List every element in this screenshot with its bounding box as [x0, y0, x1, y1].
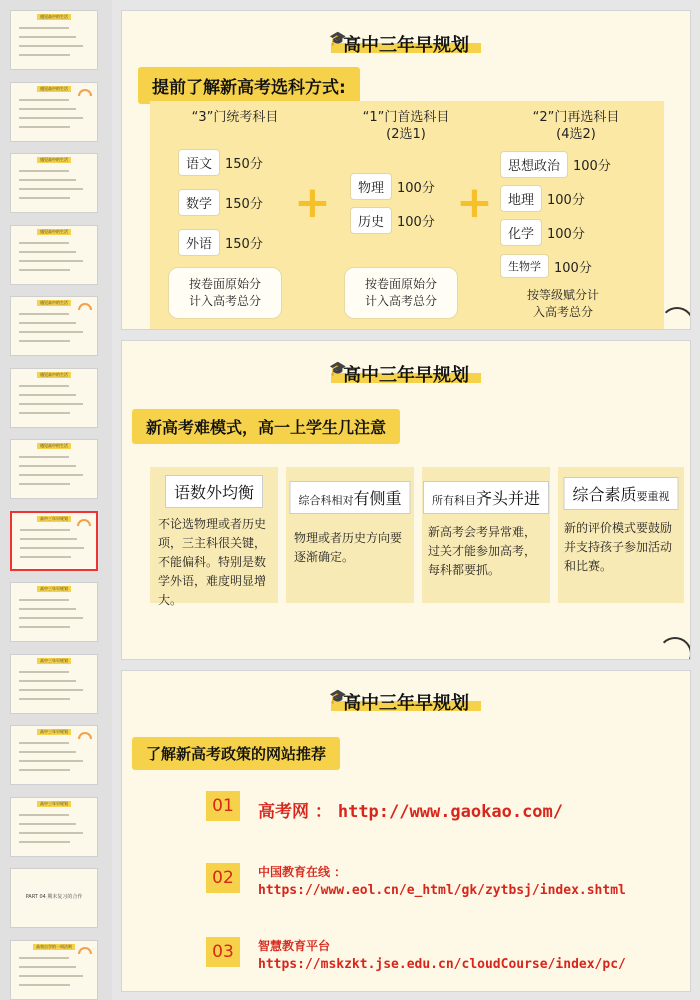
slide-2[interactable]: [121, 340, 691, 660]
subject-name: 物理: [350, 173, 392, 200]
thumbnail-title: 遇见高中的生活: [37, 14, 71, 20]
thumbnail-title: PART 04 期末复习的合作: [25, 894, 83, 900]
slide-thumbnail[interactable]: [10, 296, 98, 356]
thumbnail-line: [19, 170, 69, 172]
thumbnail-line: [19, 751, 76, 753]
slide-title: 高中三年早规划: [343, 365, 469, 386]
thumbnail-line: [19, 45, 83, 47]
thumbnail-line: [19, 599, 69, 601]
subject-score: 100分: [392, 208, 440, 233]
item-number: 01: [206, 791, 240, 821]
scoring-note: 按卷面原始分 计入高考总分: [168, 267, 282, 319]
thumbnail-title: 高效自学的一周法则: [33, 944, 75, 950]
subject-row: [500, 151, 616, 177]
thumbnail-title: 遇见高中的生活: [37, 157, 71, 163]
thumbnail-title: 高中三年早规划: [37, 516, 71, 522]
subject-score: 100分: [549, 254, 597, 279]
subject-score: 150分: [220, 150, 268, 175]
site-link[interactable]: 高考网 ： http://www.gaokao.com/: [258, 802, 564, 822]
slide-thumbnail[interactable]: [10, 940, 98, 1000]
thumbnail-line: [19, 966, 76, 968]
thumbnail-line: [19, 188, 83, 190]
thumbnail-line: [19, 412, 70, 414]
subject-name: 化学: [500, 219, 542, 246]
tip-card: [422, 467, 550, 603]
thumbnail-line: [19, 313, 69, 315]
subject-name: 数学: [178, 189, 220, 216]
subject-score: 100分: [392, 174, 440, 199]
subject-name: 思想政治: [500, 151, 568, 178]
subject-name: 语文: [178, 149, 220, 176]
subject-row: [350, 173, 440, 199]
slide-thumbnail[interactable]: [10, 153, 98, 213]
thumbnail-line: [19, 626, 70, 628]
thumbnail-line: [19, 260, 83, 262]
thumbnail-line: [19, 483, 70, 485]
site-name: 智慧教育平台: [258, 939, 331, 953]
thumbnail-line: [19, 403, 83, 405]
site-url-link[interactable]: https://mskzkt.jse.edu.cn/cloudCourse/index/pc/: [258, 957, 626, 972]
thumbnail-line: [19, 957, 69, 959]
slide-thumbnail[interactable]: [10, 725, 98, 785]
plus-sign: +: [294, 177, 331, 228]
thumbnail-line: [19, 617, 83, 619]
subject-score: 100分: [542, 220, 590, 245]
slide-thumbnail[interactable]: [10, 654, 98, 714]
thumbnail-line: [19, 251, 76, 253]
thumbnail-line: [19, 322, 76, 324]
subject-score: 100分: [542, 186, 590, 211]
thumbnail-line: [19, 841, 70, 843]
thumbnail-title: 遇见高中的生活: [37, 86, 71, 92]
decorative-curve: [658, 637, 691, 660]
slide-thumbnail[interactable]: [10, 582, 98, 642]
thumbnail-title: 遇见高中的生活: [37, 229, 71, 235]
group-title: “2”门再选科目 (4选2): [532, 110, 620, 142]
item-number: 03: [206, 937, 240, 967]
rainbow-icon: [78, 303, 92, 310]
thumbnail-line: [19, 608, 76, 610]
thumbnail-line: [19, 126, 70, 128]
thumbnail-line: [19, 769, 70, 771]
subject-name: 生物学: [500, 254, 549, 278]
slide-thumbnail[interactable]: [10, 225, 98, 285]
subject-score: 100分: [568, 152, 616, 177]
thumbnail-title: 高中三年早规划: [37, 658, 71, 664]
thumbnail-line: [19, 340, 70, 342]
rainbow-icon: [78, 947, 92, 954]
thumbnail-line: [19, 179, 76, 181]
thumbnail-line: [19, 99, 69, 101]
section-heading: 了解新高考政策的网站推荐: [132, 737, 340, 770]
thumbnail-line: [20, 538, 77, 540]
subject-row: [178, 149, 268, 175]
card-body: 新的评价模式要鼓励并支持孩子参加活动和比赛。: [564, 521, 673, 573]
tip-card: [286, 467, 414, 603]
rainbow-icon: [78, 732, 92, 739]
item-number: 02: [206, 863, 240, 893]
subject-name: 外语: [178, 229, 220, 256]
card-heading: 语数外均衡: [165, 475, 263, 508]
slide-thumbnail[interactable]: [10, 82, 98, 142]
thumbnail-line: [19, 698, 70, 700]
slide-thumbnail[interactable]: [10, 797, 98, 857]
card-body: 不论选物理或者历史项，三主科很关键，不能偏科。特别是数学外语，难度明显增大。: [158, 517, 267, 607]
thumbnail-title: 高中三年早规划: [37, 586, 71, 592]
thumbnail-line: [19, 823, 76, 825]
slide-title: 高中三年早规划: [343, 693, 469, 714]
slide-thumbnail[interactable]: [10, 868, 98, 928]
thumbnail-line: [19, 54, 70, 56]
section-heading: 新高考难模式，高一上学生几注意: [132, 409, 400, 444]
thumbnail-line: [19, 474, 83, 476]
thumbnail-line: [19, 36, 76, 38]
subject-name: 历史: [350, 207, 392, 234]
thumbnail-line: [19, 742, 69, 744]
thumbnail-line: [19, 108, 76, 110]
scoring-note: 按等级赋分计 入高考总分: [526, 288, 599, 319]
thumbnail-line: [19, 465, 76, 467]
card-heading: 综合素质要重视: [563, 477, 678, 510]
slide-thumbnail[interactable]: [10, 368, 98, 428]
thumbnail-line: [20, 529, 70, 531]
graduation-cap-icon: 🎓: [329, 689, 347, 705]
thumbnail-line: [19, 975, 83, 977]
decorative-curve: [660, 307, 691, 330]
thumbnail-title: 遇见高中的生活: [37, 443, 71, 449]
thumbnail-line: [19, 117, 83, 119]
thumbnail-line: [19, 385, 69, 387]
subject-score: 150分: [220, 190, 268, 215]
thumbnail-line: [20, 547, 84, 549]
subject-row: [178, 189, 268, 215]
subject-name: 地理: [500, 185, 542, 212]
thumbnail-line: [19, 671, 69, 673]
thumbnail-title: 高中三年早规划: [37, 801, 71, 807]
tip-card: [558, 467, 684, 603]
card-heading: 综合科相对有侧重: [289, 481, 410, 514]
slide-thumbnail[interactable]: [10, 439, 98, 499]
thumbnail-line: [19, 984, 70, 986]
subject-score: 150分: [220, 230, 268, 255]
thumbnail-line: [19, 27, 69, 29]
scoring-note: 按卷面原始分 计入高考总分: [344, 267, 458, 319]
slide-thumbnail-panel: [0, 0, 112, 1000]
site-url-link[interactable]: https://www.eol.cn/e_html/gk/zytbsj/index.shtml: [258, 883, 626, 898]
subject-row: [500, 185, 590, 211]
slide-thumbnail[interactable]: [10, 511, 98, 571]
section-heading: 提前了解新高考选科方式:: [138, 67, 360, 104]
card-body: 新高考会考异常难，过关才能参加高考，每科都要抓。: [428, 525, 537, 577]
card-heading: 所有科目齐头并进: [423, 481, 549, 514]
thumbnail-line: [19, 689, 83, 691]
thumbnail-line: [19, 814, 69, 816]
thumbnail-line: [19, 394, 76, 396]
thumbnail-title: 遇见高中的生活: [37, 300, 71, 306]
group-title: “3”门统考科目: [191, 110, 279, 125]
slide-3[interactable]: [121, 670, 691, 992]
subject-row: [350, 207, 440, 233]
site-name: 中国教育在线 ：: [258, 865, 347, 879]
slide-title: 高中三年早规划: [343, 35, 469, 56]
subject-row: [178, 229, 268, 255]
thumbnail-line: [19, 832, 83, 834]
thumbnail-line: [19, 680, 76, 682]
card-body: 物理或者历史方向要逐渐确定。: [294, 531, 403, 564]
graduation-cap-icon: 🎓: [329, 31, 347, 47]
thumbnail-line: [19, 197, 70, 199]
thumbnail-line: [20, 556, 71, 558]
thumbnail-title: 遇见高中的生活: [37, 372, 71, 378]
thumbnail-title: 高中三年早规划: [37, 729, 71, 735]
rainbow-icon: [77, 519, 91, 526]
thumbnail-line: [19, 331, 83, 333]
graduation-cap-icon: 🎓: [329, 361, 347, 377]
group-title: “1”门首选科目 (2选1): [362, 110, 450, 142]
subject-row: [500, 219, 590, 245]
thumbnail-line: [19, 242, 69, 244]
thumbnail-line: [19, 269, 70, 271]
rainbow-icon: [78, 89, 92, 96]
thumbnail-line: [19, 760, 83, 762]
subject-row: [500, 253, 597, 279]
slide-thumbnail[interactable]: [10, 10, 98, 70]
plus-sign: +: [456, 177, 493, 228]
thumbnail-line: [19, 456, 69, 458]
tip-card: [150, 467, 278, 607]
slide-1[interactable]: [121, 10, 691, 330]
